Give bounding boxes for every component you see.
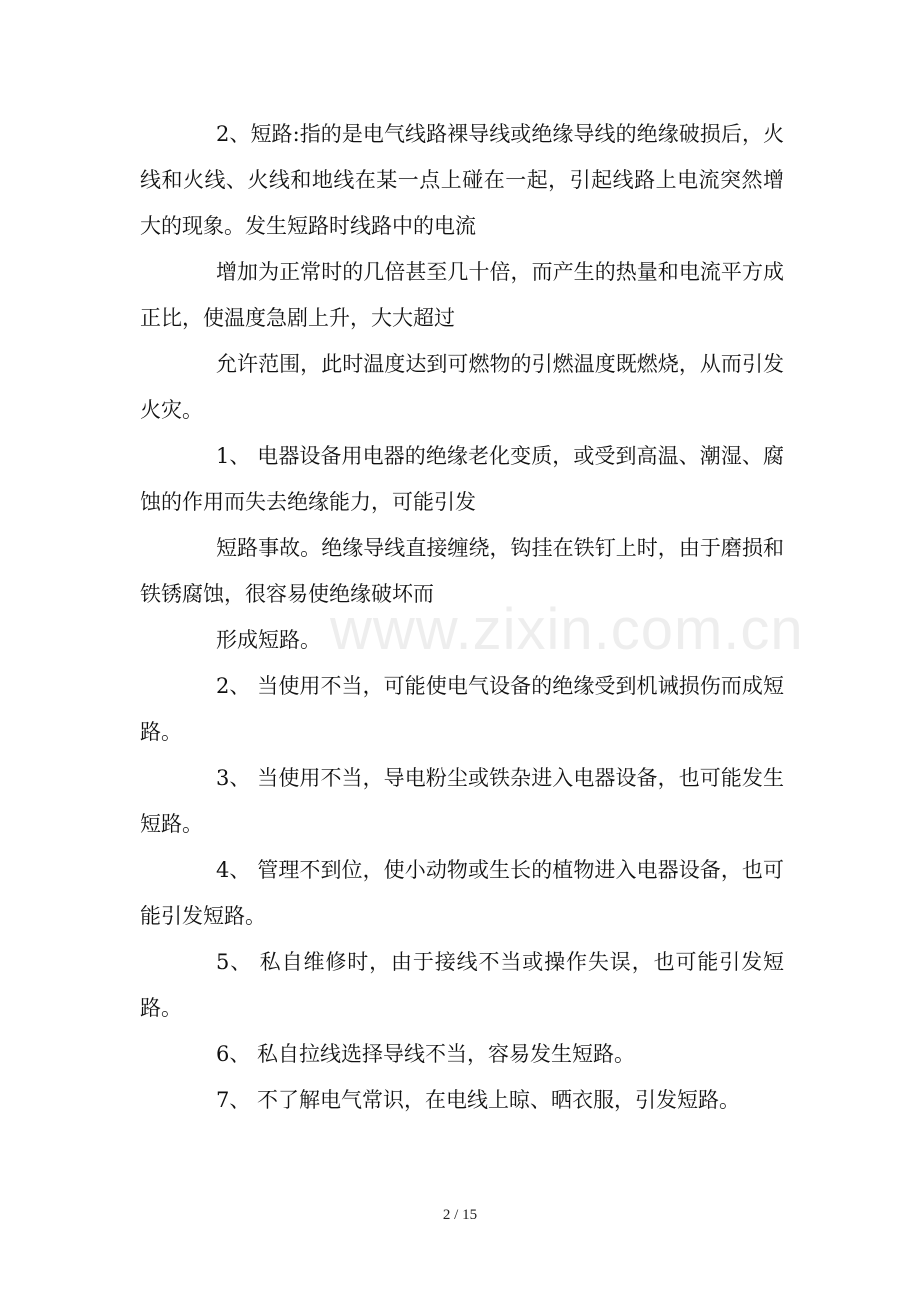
paragraph: 形成短路。 (216, 628, 321, 652)
document-body (140, 111, 784, 1123)
watermark: www.zixin.com.cn (330, 597, 804, 662)
page-number: 2 / 15 (442, 1207, 478, 1223)
paragraph: 6、 私自拉线选择导线不当，容易发生短路。 (216, 1042, 636, 1066)
paragraph: 1、 电器设备用电器的绝缘老化变质，或受到高温、潮湿、腐蚀的作用而失去绝缘能力，可能引发 (140, 444, 784, 514)
paragraph: 允许范围，此时温度达到可燃物的引燃温度既燃烧，从而引发火灾。 (140, 352, 784, 422)
paragraph: 7、 不了解电气常识，在电线上晾、晒衣服，引发短路。 (216, 1088, 741, 1112)
paragraph: 2、短路:指的是电气线路裸导线或绝缘导线的绝缘破损后，火线和火线、火线和地线在某一点上碰在一起，引起线路上电流突然增大的现象。发生短路时线路中的电流 (140, 122, 784, 238)
paragraph: 4、 管理不到位，使小动物或生长的植物进入电器设备，也可能引发短路。 (140, 858, 784, 928)
paragraph: 短路事故。绝缘导线直接缠绕，钩挂在铁钉上时，由于磨损和铁锈腐蚀，很容易使绝缘破坏而 (140, 536, 784, 606)
paragraph: 5、 私自维修时，由于接线不当或操作失误，也可能引发短路。 (140, 950, 784, 1020)
paragraph: 增加为正常时的几倍甚至几十倍，而产生的热量和电流平方成正比，使温度急剧上升，大大超过 (140, 260, 784, 330)
paragraph: 3、 当使用不当，导电粉尘或铁杂进入电器设备，也可能发生短路。 (140, 766, 784, 836)
paragraph: 2、 当使用不当，可能使电气设备的绝缘受到机诫损伤而成短路。 (140, 674, 784, 744)
